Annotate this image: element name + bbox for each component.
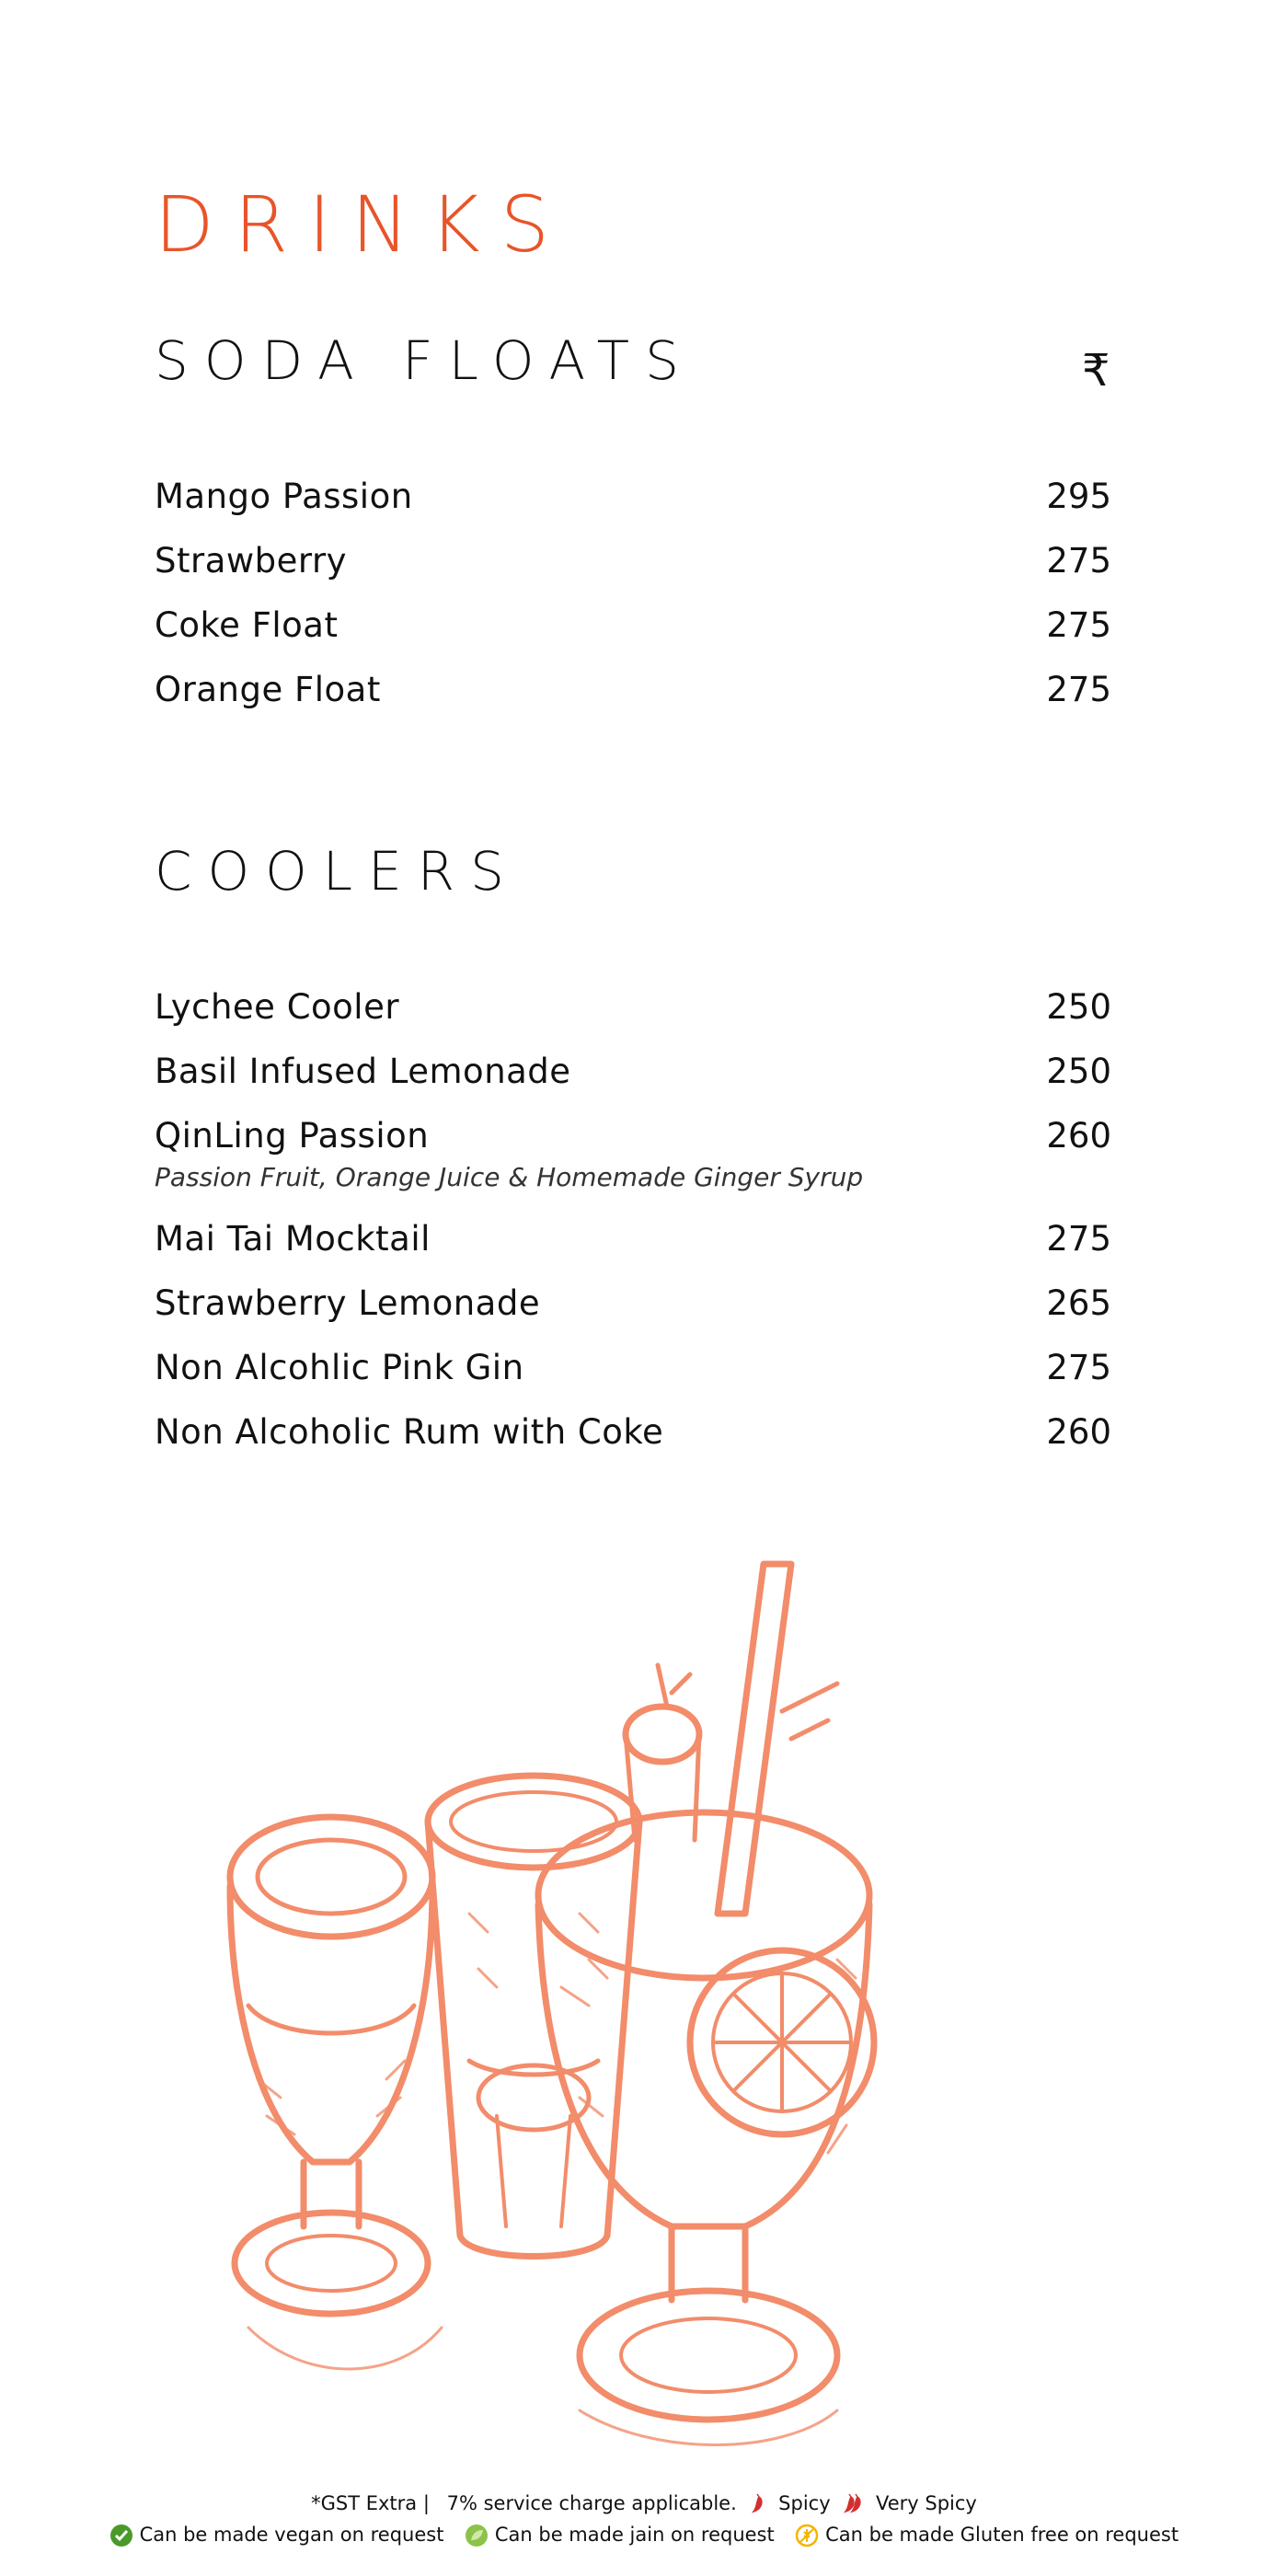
- item-price: 250: [1046, 1052, 1111, 1091]
- item-price: 275: [1046, 1219, 1111, 1259]
- leaf-icon: [465, 2524, 489, 2547]
- section-title-coolers: COOLERS: [155, 840, 520, 903]
- vegan-label: Can be made vegan on request: [139, 2524, 444, 2546]
- item-price: 275: [1046, 605, 1111, 645]
- item-price: 275: [1046, 541, 1111, 581]
- jain-label: Can be made jain on request: [494, 2524, 775, 2546]
- double-chili-icon: [842, 2492, 864, 2514]
- item-name: QinLing Passion: [155, 1116, 430, 1156]
- item-name: Coke Float: [155, 605, 339, 645]
- gluten-label: Can be made Gluten free on request: [825, 2524, 1179, 2546]
- item-name: Non Alcohlic Pink Gin: [155, 1348, 524, 1387]
- menu-item: [155, 477, 1111, 532]
- menu-item: [155, 1283, 1111, 1339]
- menu-item: [155, 1412, 1111, 1467]
- menu-item: [155, 987, 1111, 1042]
- jain-note: [465, 2524, 775, 2547]
- drinks-sketch-illustration: [193, 1527, 1021, 2484]
- menu-item: [155, 541, 1111, 596]
- gst-note: *GST Extra |: [311, 2492, 430, 2514]
- menu-item: [155, 1348, 1111, 1403]
- item-name: Orange Float: [155, 670, 381, 709]
- section-title-soda-floats: SODA FLOATS: [155, 329, 695, 392]
- menu-item: [155, 1052, 1111, 1107]
- item-name: Strawberry Lemonade: [155, 1283, 541, 1323]
- item-price: 275: [1046, 670, 1111, 709]
- vegan-check-icon: [109, 2524, 133, 2547]
- item-name: Non Alcoholic Rum with Coke: [155, 1412, 664, 1452]
- vegan-note: [109, 2524, 444, 2547]
- gluten-free-icon: [795, 2524, 819, 2547]
- currency-symbol: ₹: [1082, 345, 1110, 397]
- footer-notes: [0, 2491, 1288, 2514]
- service-charge-note: 7% service charge applicable.: [446, 2492, 737, 2514]
- item-name: Lychee Cooler: [155, 987, 400, 1027]
- spicy-label: Spicy: [778, 2492, 831, 2514]
- item-price: 260: [1046, 1412, 1111, 1452]
- item-price: 275: [1046, 1348, 1111, 1387]
- menu-item: [155, 1219, 1111, 1274]
- item-name: Mango Passion: [155, 477, 413, 516]
- item-description: Passion Fruit, Orange Juice & Homemade Ginger Syrup: [155, 1162, 864, 1192]
- item-name: Mai Tai Mocktail: [155, 1219, 431, 1259]
- item-price: 260: [1046, 1116, 1111, 1156]
- gluten-note: [795, 2524, 1179, 2547]
- menu-item: [155, 670, 1111, 725]
- item-price: 250: [1046, 987, 1111, 1027]
- item-price: 295: [1046, 477, 1111, 516]
- item-name: Strawberry: [155, 541, 348, 581]
- page-title: DRINKS: [155, 179, 570, 270]
- item-name: Basil Infused Lemonade: [155, 1052, 571, 1091]
- item-price: 265: [1046, 1283, 1111, 1323]
- menu-item: [155, 605, 1111, 661]
- very-spicy-label: Very Spicy: [876, 2492, 977, 2514]
- chili-icon: [748, 2492, 766, 2514]
- dietary-notes: [0, 2524, 1288, 2547]
